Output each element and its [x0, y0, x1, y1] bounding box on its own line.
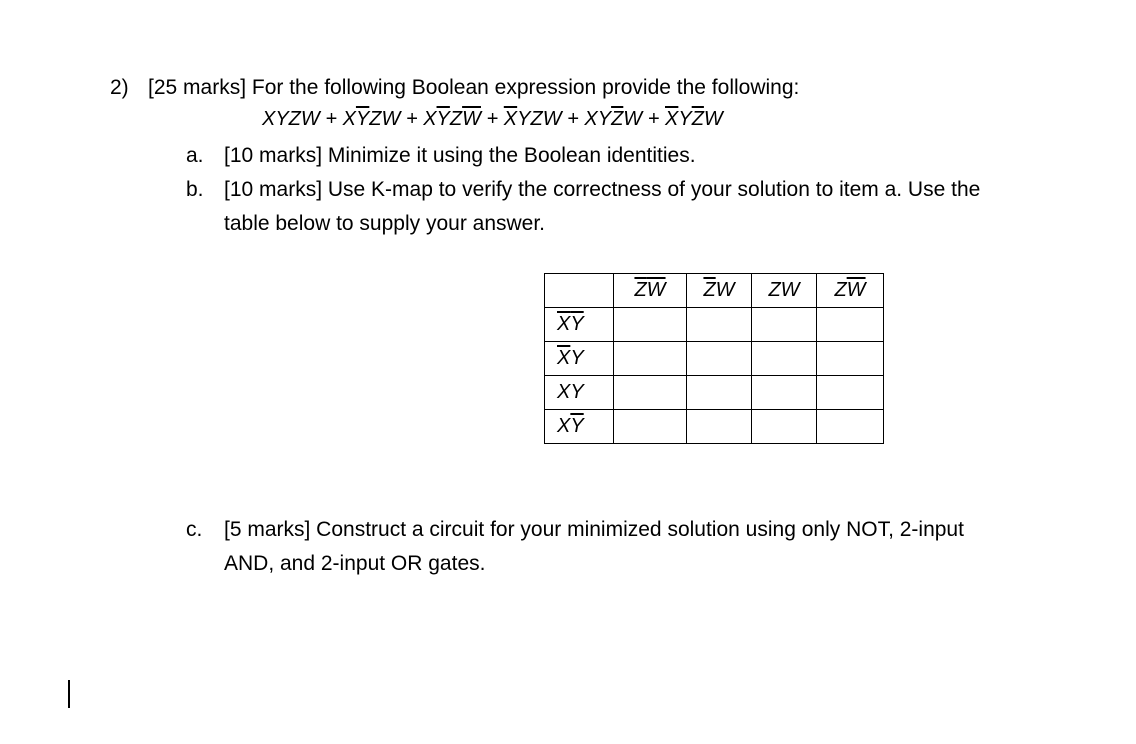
plus-sign: +	[486, 108, 499, 130]
kmap-cell[interactable]	[752, 308, 817, 342]
kmap-row-2	[545, 342, 884, 376]
kmap-cell[interactable]	[687, 376, 752, 410]
item-c-label: c.	[186, 518, 203, 541]
kmap-cell[interactable]	[614, 376, 687, 410]
kmap-col-header-3: ZW	[752, 274, 817, 308]
question-text: [25 marks] For the following Boolean expression provide the following:	[148, 76, 800, 99]
kmap-row-1	[545, 308, 884, 342]
kmap-row-3	[545, 376, 884, 410]
kmap-row-header-2: $\overline{X}Y$	[545, 342, 614, 376]
kmap-row-header-1: $\overline{X}\overline{Y}$	[545, 308, 614, 342]
plus-sign: +	[567, 108, 579, 130]
boolean-expression	[262, 108, 723, 131]
kmap-cell[interactable]	[614, 342, 687, 376]
kmap-cell[interactable]	[817, 410, 884, 444]
item-c-text-line1: [5 marks] Construct a circuit for your minimized solution using only NOT, 2-input	[224, 518, 964, 541]
item-c-text-line2: AND, and 2-input OR gates.	[224, 552, 486, 575]
kmap-col-header-4: $Z\overline{W}$	[817, 274, 884, 308]
kmap-row-4	[545, 410, 884, 444]
term-2: $X\overline{Y}ZW$	[342, 108, 401, 130]
term-3: $X\overline{Y}Z\overline{W}$	[423, 108, 481, 130]
kmap-cell[interactable]	[752, 410, 817, 444]
kmap-cell[interactable]	[614, 308, 687, 342]
kmap-row-header-3: XY	[545, 376, 614, 410]
kmap-cell[interactable]	[817, 308, 884, 342]
item-b-label: b.	[186, 178, 204, 201]
kmap-header-row	[545, 274, 884, 308]
kmap-cell[interactable]	[614, 410, 687, 444]
term-4: $\overline{X}YZW$	[503, 108, 562, 130]
item-a-text: [10 marks] Minimize it using the Boolean identities.	[224, 144, 696, 167]
term-5: $XY\overline{Z}W$	[584, 108, 643, 130]
item-a-label: a.	[186, 144, 204, 167]
kmap-col-header-1: $\overline{Z}\overline{W}$	[614, 274, 687, 308]
plus-sign: +	[405, 108, 418, 130]
item-b-text-line1: [10 marks] Use K-map to verify the correctness of your solution to item a. Use the	[224, 178, 981, 201]
term-1: XYZW	[262, 108, 320, 130]
kmap-cell[interactable]	[752, 376, 817, 410]
kmap-cell[interactable]	[687, 342, 752, 376]
kmap-corner-cell	[545, 274, 614, 308]
kmap-row-header-4: $X\overline{Y}$	[545, 410, 614, 444]
term-6: $\overline{X}Y\overline{Z}W$	[665, 108, 723, 130]
text-cursor	[68, 680, 70, 708]
kmap-col-header-2: $\overline{Z}W$	[687, 274, 752, 308]
plus-sign: +	[325, 108, 338, 130]
kmap-cell[interactable]	[687, 410, 752, 444]
question-number: 2)	[110, 76, 129, 99]
item-b-text-line2: table below to supply your answer.	[224, 212, 546, 235]
kmap-cell[interactable]	[817, 376, 884, 410]
kmap-table	[544, 273, 884, 444]
kmap-cell[interactable]	[687, 308, 752, 342]
kmap-cell[interactable]	[752, 342, 817, 376]
kmap-cell[interactable]	[817, 342, 884, 376]
plus-sign: +	[647, 108, 660, 130]
